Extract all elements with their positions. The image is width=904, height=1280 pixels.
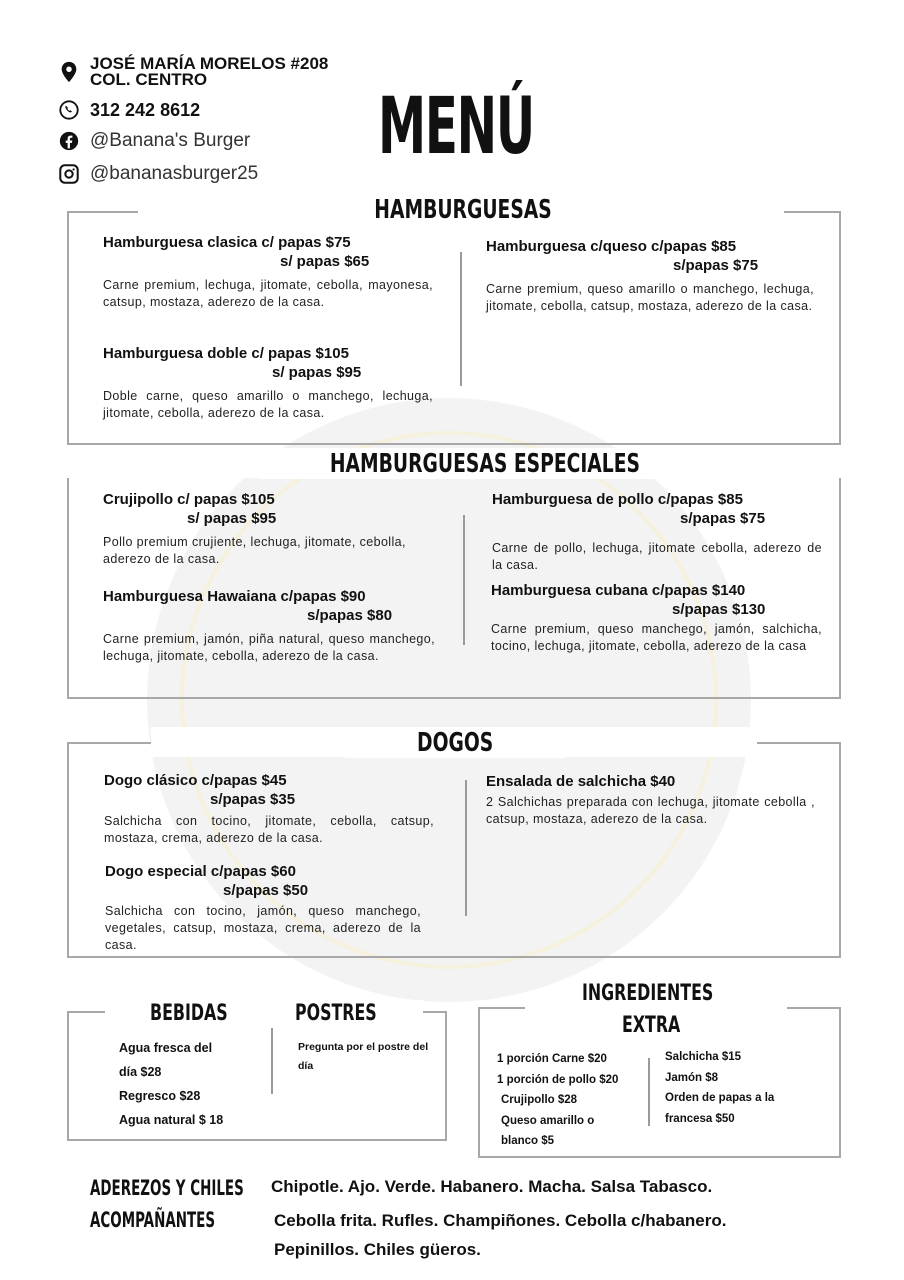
extra-item: Queso amarillo o blanco $5 [501,1114,595,1147]
extras-subtitle: EXTRA [622,1013,681,1038]
menu-item: Hamburguesa cubana c/papas $140 s/papas $130 Carne premium, queso manchego, jamón, salchicha, tocino, lechuga, jitomate, cebolla, aderezo de la casa [491,582,822,653]
instagram-icon [58,163,80,185]
extra-item: Jamón $8 [665,1071,719,1084]
acompanantes-line1: Cebolla frita. Rufles. Champiñones. Cebolla c/habanero. [274,1211,727,1230]
bebida-item: Regresco $28 [119,1089,201,1103]
section-title: DOGOS [67,727,841,758]
bebidas-title: BEBIDAS [150,1001,228,1026]
acompanantes-line2: Pepinillos. Chiles güeros. [274,1240,481,1259]
instagram-handle[interactable]: @bananasburger25 [90,163,259,184]
menu-item: Hamburguesa clasica c/ papas $75 s/ papas $65 Carne premium, lechuga, jitomate, cebolla, mayonesa, catsup, mostaza, aderezo de la casa. [103,234,433,309]
facebook-icon [58,130,80,152]
divider [463,515,465,645]
instagram [58,163,258,185]
menu-item: Hamburguesa de pollo c/papas $85 s/papas $75 Carne de pollo, lechuga, jitomate cebolla, aderezo de la casa. [492,491,822,572]
phone-number[interactable]: 312 242 8612 [90,99,201,120]
divider [460,252,462,386]
menu-item: Ensalada de salchicha $40 2 Salchichas preparada con lechuga, jitomate cebolla , catsup, mostaza, aderezo de la casa. [486,773,815,826]
facebook-handle[interactable]: @Banana's Burger [90,130,251,151]
section-title: HAMBURGUESAS [67,194,855,225]
postres-text: Pregunta por el postre del día [298,1041,429,1072]
divider [465,780,467,916]
menu-item: Hamburguesa Hawaiana c/papas $90 s/papas $80 Carne premium, jamón, piña natural, queso manchego, lechuga, jitomate, cebolla, aderezo de la casa. [103,588,435,663]
menu-item: Crujipollo c/ papas $105 s/ papas $95 Pollo premium crujiente, lechuga, jitomate, cebolla, aderezo de la casa. [103,491,406,566]
extra-item: Orden de papas a la francesa $50 [665,1092,775,1125]
divider [271,1028,273,1094]
extras-left-list [497,1049,645,1152]
menu-item: Dogo especial c/papas $60 s/papas $50 Salchicha con tocino, jamón, queso manchego, vegetales, catsup, mostaza, crema, aderezo de la casa. [105,863,421,952]
address [58,56,328,88]
facebook [58,130,250,152]
extras-right-list [665,1047,815,1129]
aderezos-text: Chipotle. Ajo. Verde. Habanero. Macha. Salsa Tabasco. [271,1177,713,1196]
acompanantes-label: ACOMPAÑANTES [90,1208,216,1232]
bebida-item: Agua fresca del día $28 [119,1041,213,1079]
menu-item: Dogo clásico c/papas $45 s/papas $35 Salchicha con tocino, jitomate, cebolla, catsup, mostaza, crema, aderezo de la casa. [104,772,434,845]
whatsapp-icon [58,99,80,121]
aderezos-label: ADEREZOS Y CHILES [90,1176,244,1200]
extras-title: INGREDIENTES [582,981,714,1006]
section-title: HAMBURGUESAS ESPECIALES [67,448,841,479]
location-pin-icon [58,57,80,87]
page-title: MENÚ [378,82,534,172]
extra-item: Salchicha $15 [665,1051,742,1063]
menu-item: Hamburguesa c/queso c/papas $85 s/papas $75 Carne premium, queso amarillo o manchego, lechuga, jitomate, cebolla, catsup, mostaza, aderezo de la casa. [486,238,814,313]
bebida-item: Agua natural $ 18 [119,1113,224,1127]
menu-item: Hamburguesa doble c/ papas $105 s/ papas $95 Doble carne, queso amarillo o manchego, lechuga, jitomate, cebolla, aderezo de la casa. [103,345,433,420]
extra-item: 1 porción Carne $20 [497,1053,607,1065]
extra-item: 1 porción de pollo $20 [497,1073,619,1086]
postres-title: POSTRES [295,1001,377,1026]
divider [648,1058,650,1126]
bebidas-list [119,1036,229,1132]
address-line1: JOSÉ MARÍA MORELOS #208 [90,54,329,73]
address-line2: COL. CENTRO [90,70,208,89]
phone [58,99,200,121]
extra-item: Crujipollo $28 [501,1094,578,1106]
